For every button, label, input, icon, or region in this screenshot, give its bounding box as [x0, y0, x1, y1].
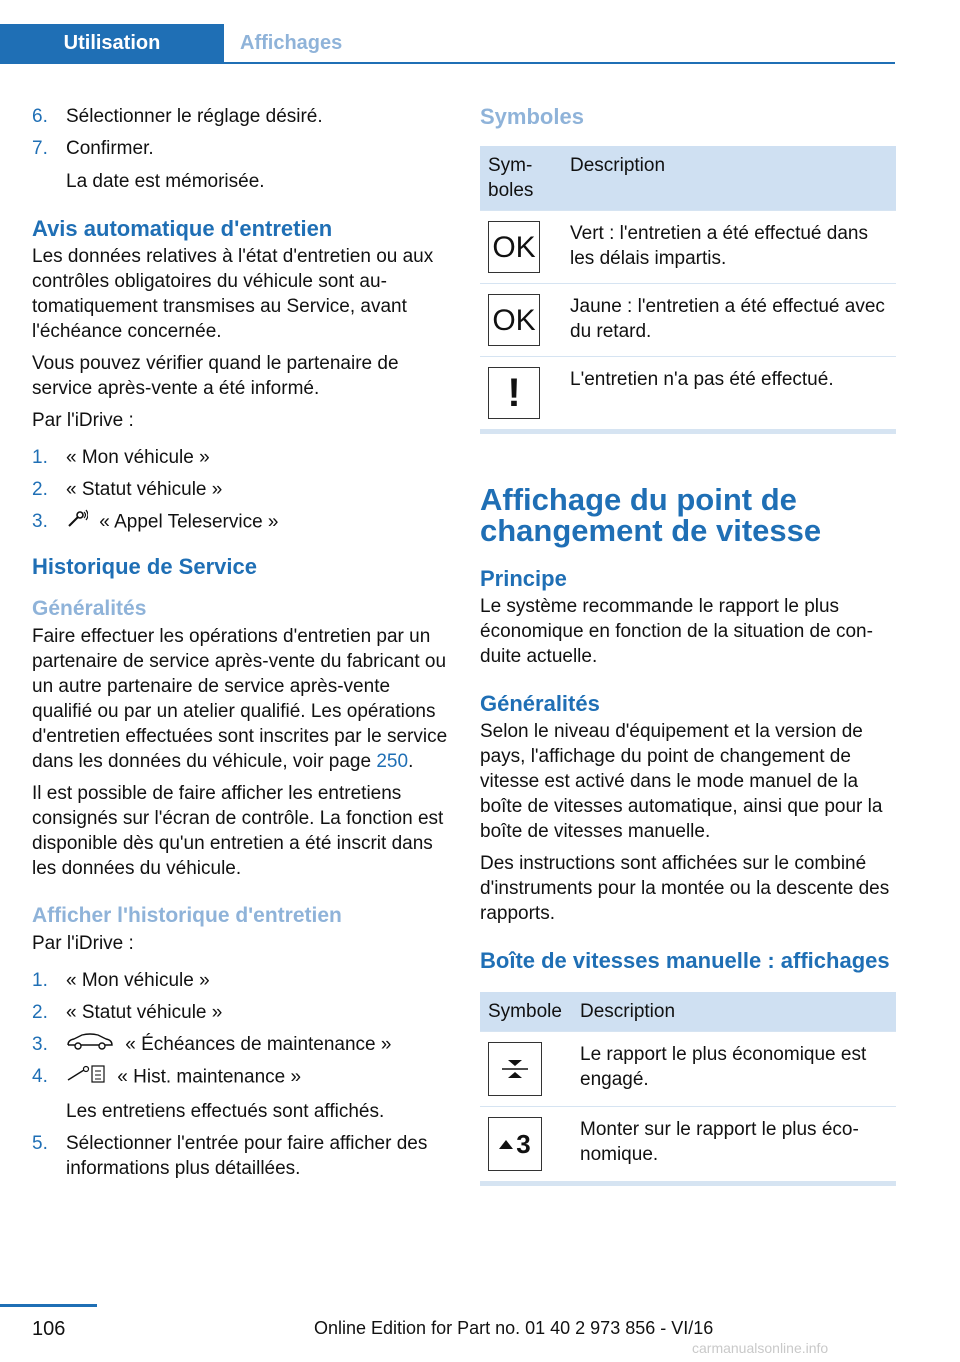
list-item [32, 104, 450, 129]
paragraph: Des instructions sont affichées sur le combiné d'instruments pour la montée ou la descente des rapports. [480, 853, 890, 924]
list-item [32, 136, 450, 194]
table-header-row [480, 146, 896, 211]
step-text: « Statut véhicule » [66, 1002, 223, 1023]
table-cell: Le rapport le plus économique est engagé. [572, 1032, 896, 1107]
table-cell: Vert : l'entretien a été effectué dans les délais impartis. [562, 211, 896, 284]
step-result: La date est mémorisée. [66, 171, 265, 192]
teleservice-wrench-icon [66, 509, 88, 536]
paragraph: Il est possible de faire afficher les entretiens consignés sur l'écran de contrôle. La fonction est disponible dès qu'un entretien a été inscrit dans les données du véhicule. [32, 783, 444, 879]
table-header-row [480, 992, 896, 1032]
symbols-table [480, 146, 896, 434]
step-number: 3. [32, 511, 48, 532]
step-text: Sélectionner le réglage désiré. [66, 106, 323, 127]
watermark: carmanualsonline.info [692, 1340, 829, 1356]
subsection-title-afficher: Afficher l'historique d'entretien [32, 904, 342, 927]
list-item [32, 1064, 450, 1124]
step-number: 7. [32, 138, 48, 159]
step-text: « Statut véhicule » [66, 479, 223, 500]
step-number: 1. [32, 970, 48, 991]
footer-rule [0, 1304, 97, 1307]
avis-steps [32, 445, 450, 536]
car-icon [66, 1032, 114, 1057]
table-cell: Monter sur le rapport le plus économique. [572, 1107, 896, 1184]
table-row [480, 1032, 896, 1107]
step-number: 2. [32, 1002, 48, 1023]
step-text: « Mon véhicule » [66, 970, 210, 991]
table-row [480, 357, 896, 432]
table-row [480, 284, 896, 357]
step-text: « Échéances de maintenance » [125, 1034, 392, 1055]
paragraph-text: Faire effectuer les opérations d'entretien par un partenaire de service après-vente du fabricant ou un autre partenaire de service après-vente qualifié ou par un atelier qualifié. Les opérations d'entretien effectuées sont inscrites par le service dans les données du véhicule, voir page [32, 626, 448, 772]
column-header: Description [572, 992, 896, 1032]
paragraph: Les données relatives à l'état d'entretien ou aux contrôles obligatoires du véhicule sont automatiquement transmises au Service, avant l'échéance concernée. [32, 246, 434, 342]
header-tabs [0, 24, 895, 64]
paragraph: Le système recommande le rapport le plus économique en fonction de la situation de conduite actuelle. [480, 596, 873, 667]
target-gear: 3 [516, 1128, 531, 1159]
paragraph: Par l'iDrive : [32, 410, 134, 431]
step-result: Les entretiens effectués sont affichés. [66, 1101, 385, 1123]
chapter-title-shift-point: Affichage du point de changement de vitesse [480, 482, 822, 548]
ok-yellow-symbol: OK [488, 294, 540, 346]
paragraph: Selon le niveau d'équipement et la version de pays, l'affichage du point de changement de vitesse est activé dans le mode manuel de la boîte de vitesses automatique, ainsi que pour la boîte de vitesses manuelle. [480, 721, 883, 842]
subsection-title-generalites: Généralités [480, 691, 600, 716]
maintenance-history-icon [66, 1064, 106, 1091]
list-item [32, 968, 450, 993]
gear-display-table [480, 992, 896, 1186]
step-number: 1. [32, 447, 48, 468]
table-row [480, 1107, 896, 1184]
table-cell: Jaune : l'entretien a été effectué avec du retard. [562, 284, 896, 357]
section-title-historique: Historique de Service [32, 554, 257, 579]
list-item [32, 509, 450, 536]
list-item [32, 1032, 450, 1057]
table-row [480, 211, 896, 284]
show-steps [32, 968, 450, 1181]
edition-text: Online Edition for Part no. 01 40 2 973 856 - VI/16 [314, 1318, 714, 1338]
subsection-title-generalites: Généralités [32, 597, 147, 620]
column-header: Symboles [480, 146, 562, 211]
paragraph [32, 624, 450, 774]
subsection-title-principe: Principe [480, 566, 567, 591]
tab-affichages[interactable]: Affichages [240, 32, 343, 54]
column-header: Description [562, 146, 896, 211]
list-item [32, 477, 450, 502]
exclamation-symbol: ! [488, 367, 540, 419]
list-item [32, 1000, 450, 1025]
paragraph: Vous pouvez vérifier quand le partenaire de service après-vente a été informé. [32, 353, 399, 399]
page-number: 106 [32, 1318, 66, 1340]
step-text: « Appel Teleservice » [99, 511, 279, 533]
optimal-gear-icon [488, 1042, 542, 1096]
step-number: 6. [32, 106, 48, 127]
list-item [32, 1131, 450, 1181]
table-cell: L'entretien n'a pas été effectué. [562, 357, 896, 432]
step-number: 4. [32, 1066, 48, 1088]
step-text: Sélectionner l'entrée pour faire afficher des informations plus détaillées. [66, 1133, 428, 1180]
tab-utilisation[interactable]: Utilisation [0, 24, 224, 62]
column-header: Symbole [480, 992, 572, 1032]
left-column [32, 104, 450, 1188]
step-number: 5. [32, 1133, 48, 1155]
page-link[interactable]: 250 [376, 751, 409, 772]
steps-top [32, 104, 450, 194]
step-text: « Mon véhicule » [66, 447, 210, 468]
paragraph-text: . [408, 751, 414, 772]
right-column [480, 104, 896, 1186]
section-title-symboles: Symboles [480, 104, 584, 129]
list-item [32, 445, 450, 470]
step-text: « Hist. maintenance » [117, 1067, 302, 1088]
ok-green-symbol: OK [488, 221, 540, 273]
paragraph: Par l'iDrive : [32, 933, 134, 954]
step-text: Confirmer. [66, 138, 154, 159]
shift-up-icon [488, 1117, 542, 1171]
subsection-title-manuelle: Boîte de vitesses manuelle : affichages [480, 948, 890, 973]
step-number: 3. [32, 1034, 48, 1055]
step-number: 2. [32, 479, 48, 500]
section-title-avis: Avis automatique d'entretien [32, 216, 333, 241]
